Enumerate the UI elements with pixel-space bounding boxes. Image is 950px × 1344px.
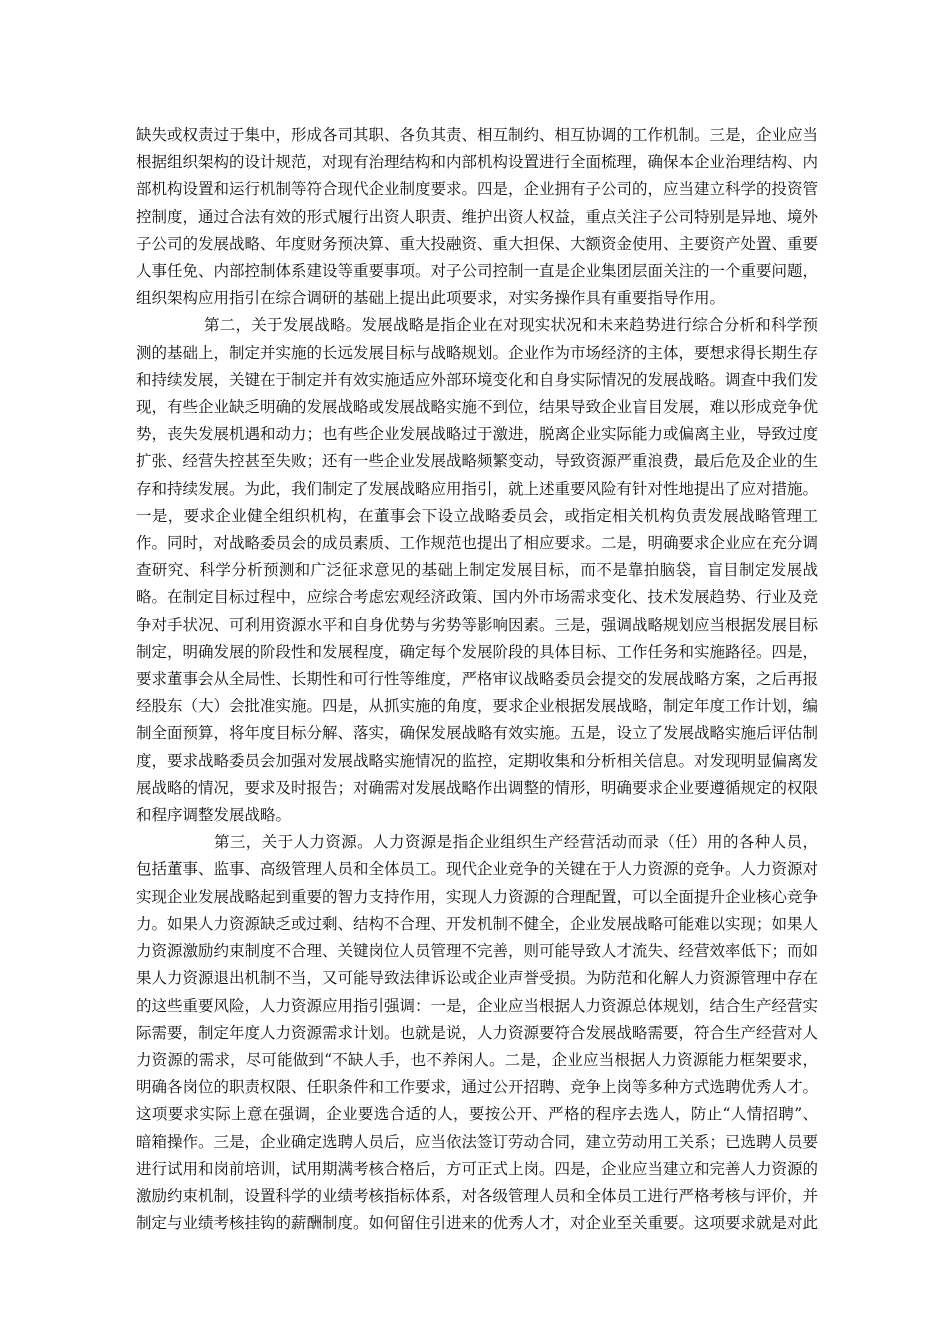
paragraph-human-resources: 第三，关于人力资源。人力资源是指企业组织生产经营活动而录（任）用的各种人员，包括董事、监事、高级管理人员和全体员工。现代企业竞争的关键在于人力资源的竞争。人力资源对实现企业发展战略起到重要的智力支持作用，实现人力资源的合理配置，可以全面提升企业核心竞争力。如果人力资源缺乏或过剩、结构不合理、开发机制不健全，企业发展战略可能难以实现；如果人力资源激励约束制度不合理、关键岗位人员管理不完善，则可能导致人才流失、经营效率低下；而如果人力资源退出机制不当，又可能导致法律诉讼或企业声誉受损。为防范和化解人力资源管理中存在的这些重要风险，人力资源应用指引强调：一是，企业应当根据人力资源总体规划，结合生产经营实际需要，制定年度人力资源需求计划。也就是说，人力资源要符合发展战略需要，符合生产经营对人力资源的需求，尽可能做到“不缺人手，也不养闲人。二是，企业应当根据人力资源能力框架要求，明确各岗位的职责权限、任职条件和工作要求，通过公开招聘、竞争上岗等多种方式选聘优秀人才。这项要求实际上意在强调，企业要选合适的人，要按公开、严格的程序去选人，防止“人情招聘”、暗箱操作。三是，企业确定选聘人员后，应当依法签订劳动合同，建立劳动用工关系；已选聘人员要进行试用和岗前培训，试用期满考核合格后，方可正式上岗。四是，企业应当建立和完善人力资源的激励约束机制，设置科学的业绩考核指标体系，对各级管理人员和全体员工进行严格考核与评价，并制定与业绩考核挂钩的薪酬制度。如何留住引进来的优秀人才，对企业至关重要。这项要求就是对此 [136, 833, 819, 1233]
paragraph-development-strategy: 第二，关于发展战略。发展战略是指企业在对现实状况和未来趋势进行综合分析和科学预测的基础上，制定并实施的长远发展目标与战略规划。企业作为市场经济的主体，要想求得长期生存和持续发展，关键在于制定并有效实施适应外部环境变化和自身实际情况的发展战略。调查中我们发现，有些企业缺乏明确的发展战略或发展战略实施不到位，结果导致企业盲目发展，难以形成竞争优势，丧失发展机遇和动力；也有些企业发展战略过于激进，脱离企业实际能力或偏离主业，导致过度扩张、经营失控甚至失败；还有一些企业发展战略频繁变动，导致资源严重浪费，最后危及企业的生存和持续发展。为此，我们制定了发展战略应用指引，就上述重要风险有针对性地提出了应对措施。一是，要求企业健全组织机构，在董事会下设立战略委员会，或指定相关机构负责发展战略管理工作。同时，对战略委员会的成员素质、工作规范也提出了相应要求。二是，明确要求企业应在充分调查研究、科学分析预测和广泛征求意见的基础上制定发展目标，而不是靠拍脑袋，盲目制定发展战略。在制定目标过程中，应综合考虑宏观经济政策、国内外市场需求变化、技术发展趋势、行业及竞争对手状况、可利用资源水平和自身优势与劣势等影响因素。三是，强调战略规划应当根据发展目标制定，明确发展的阶段性和发展程度，确定每个发展阶段的具体目标、工作任务和实施路径。四是，要求董事会从全局性、长期性和可行性等维度，严格审议战略委员会提交的发展战略方案，之后再报经股东（大）会批准实施。四是，从抓实施的角度，要求企业根据发展战略，制定年度工作计划，编制全面预算，将年度目标分解、落实，确保发展战略有效实施。五是，设立了发展战略实施后评估制度，要求战略委员会加强对发展战略实施情况的监控，定期收集和分析相关信息。对发现明显偏离发展战略的情况，要求及时报告；对确需对发展战略作出调整的情形，明确要求企业要遵循规定的权限和程序调整发展战略。 [136, 316, 819, 825]
document-body [136, 122, 818, 1237]
paragraph-organizational-structure: 缺失或权责过于集中，形成各司其职、各负其责、相互制约、相互协调的工作机制。三是，企业应当根据组织架构的设计规范，对现有治理结构和内部机构设置进行全面梳理，确保本企业治理结构、内部机构设置和运行机制等符合现代企业制度要求。四是，企业拥有子公司的，应当建立科学的投资管控制度，通过合法有效的形式履行出资人职责、维护出资人权益，重点关注子公司特别是异地、境外子公司的发展战略、年度财务预决算、重大投融资、重大担保、大额资金使用、主要资产处置、重要人事任免、内部控制体系建设等重要事项。对子公司控制一直是企业集团层面关注的一个重要问题，组织架构应用指引在综合调研的基础上提出此项要求，对实务操作具有重要指导作用。 [136, 126, 819, 308]
